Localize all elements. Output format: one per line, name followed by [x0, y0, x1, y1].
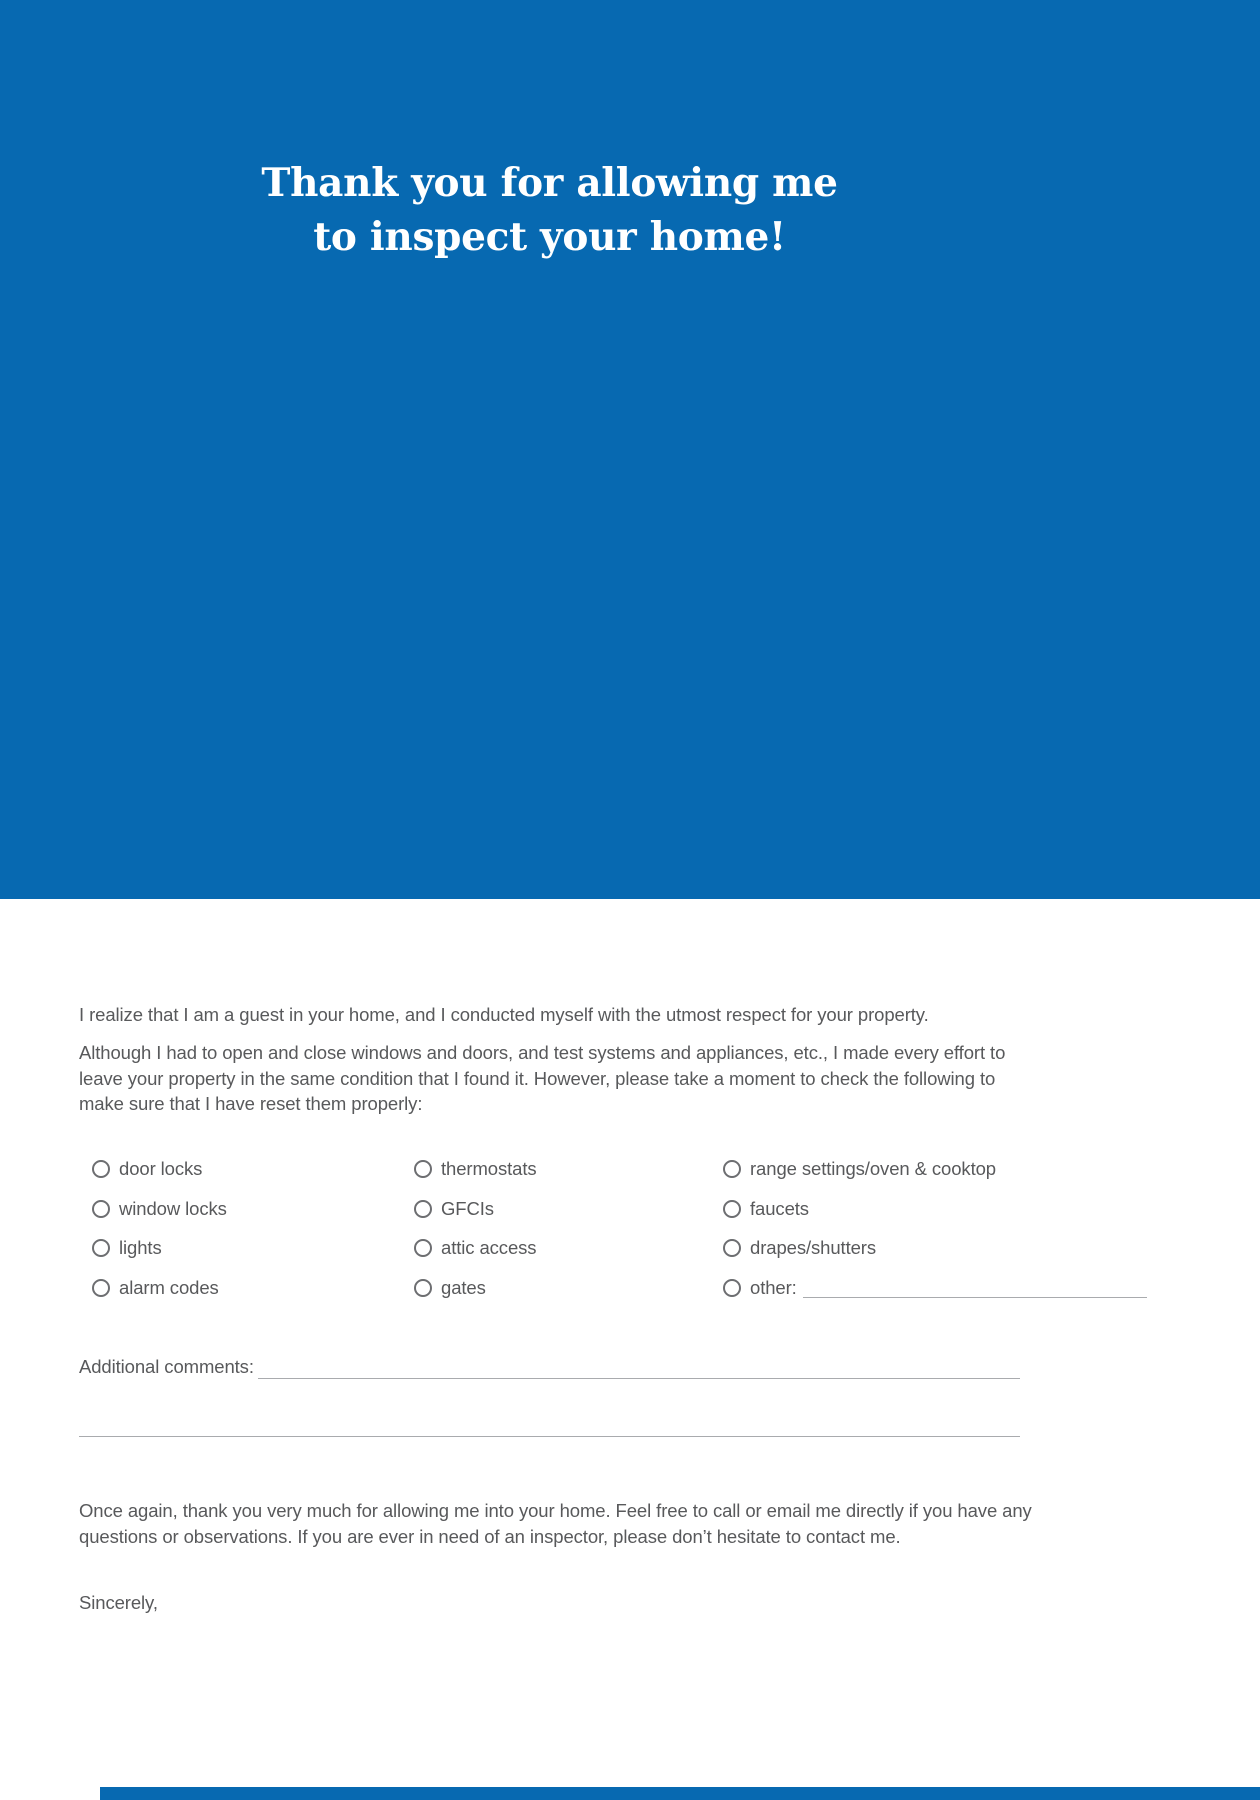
checklist-item-window-locks	[92, 1198, 392, 1220]
checkbox-attic-access[interactable]	[414, 1239, 432, 1257]
checklist-item-lights	[92, 1237, 392, 1259]
checkbox-gates[interactable]	[414, 1279, 432, 1297]
instructions-paragraph: Although I had to open and close windows and doors, and test systems and appliances, etc., I made every effort to leave your property in the same condition that I found it. However, please take a moment to check the following to make sure that I have reset them properly:	[79, 1042, 1006, 1114]
checklist-item-gfcis	[414, 1198, 704, 1220]
footer-accent-bar	[100, 1787, 1260, 1800]
checkbox-drapes-shutters[interactable]	[723, 1239, 741, 1257]
checklist-item-door-locks	[92, 1158, 392, 1180]
checklist-item-gates	[414, 1277, 704, 1299]
checkbox-gfcis[interactable]	[414, 1200, 432, 1218]
checklist-item-thermostats	[414, 1158, 704, 1180]
checklist-column-2	[414, 1158, 704, 1316]
checkbox-window-locks[interactable]	[92, 1200, 110, 1218]
checklist-item-other	[723, 1277, 1147, 1299]
page-title	[79, 156, 1020, 264]
checklist-column-3	[723, 1158, 1147, 1316]
checkbox-door-locks[interactable]	[92, 1160, 110, 1178]
checklist-item-label: attic access	[441, 1237, 537, 1258]
page-title-line2: to inspect your home!	[313, 214, 786, 260]
signoff-text: Sincerely,	[79, 1592, 158, 1613]
checkbox-thermostats[interactable]	[414, 1160, 432, 1178]
checklist-item-label: faucets	[750, 1197, 809, 1219]
checklist-item-label: alarm codes	[119, 1276, 219, 1298]
additional-comments-second-line[interactable]	[79, 1436, 1020, 1437]
checklist-item-label: door locks	[119, 1158, 203, 1179]
checklist-item-faucets	[723, 1198, 1147, 1220]
page-title-line1: Thank you for allowing me	[261, 160, 838, 206]
header-banner	[0, 0, 1260, 899]
intro-paragraph: I realize that I am a guest in your home, and I conducted myself with the utmost respect for your property.	[79, 1004, 929, 1025]
additional-comments-label: Additional comments:	[79, 1356, 254, 1377]
checklist-item-label: range settings/oven & cooktop	[750, 1158, 996, 1179]
checklist-item-drapes-shutters	[723, 1237, 1147, 1259]
checklist-item-attic-access	[414, 1237, 704, 1259]
checklist-item-range-settings	[723, 1158, 1147, 1180]
checklist-item-label: gates	[441, 1276, 486, 1298]
additional-comments-write-in-line[interactable]	[258, 1358, 1020, 1379]
closing-paragraph: Once again, thank you very much for allowing me into your home. Feel free to call or email me directly if you have any questions or observations. If you are ever in need of an inspector, please don’t hesitate to contact me.	[79, 1500, 1032, 1547]
additional-comments-row	[79, 1356, 1020, 1379]
checkbox-range-settings[interactable]	[723, 1160, 741, 1178]
checklist-item-label: other:	[750, 1276, 797, 1298]
checklist-item-alarm-codes	[92, 1277, 392, 1299]
checklist-item-label: drapes/shutters	[750, 1237, 877, 1258]
checklist-item-label: lights	[119, 1237, 162, 1258]
checkbox-other[interactable]	[723, 1279, 741, 1297]
checklist-item-label: window locks	[119, 1197, 227, 1219]
checkbox-alarm-codes[interactable]	[92, 1279, 110, 1297]
checklist-item-label: GFCIs	[441, 1197, 494, 1219]
other-write-in-line[interactable]	[803, 1277, 1147, 1298]
checklist-item-label: thermostats	[441, 1158, 537, 1179]
checkbox-lights[interactable]	[92, 1239, 110, 1257]
checklist-column-1	[92, 1158, 392, 1316]
checkbox-faucets[interactable]	[723, 1200, 741, 1218]
